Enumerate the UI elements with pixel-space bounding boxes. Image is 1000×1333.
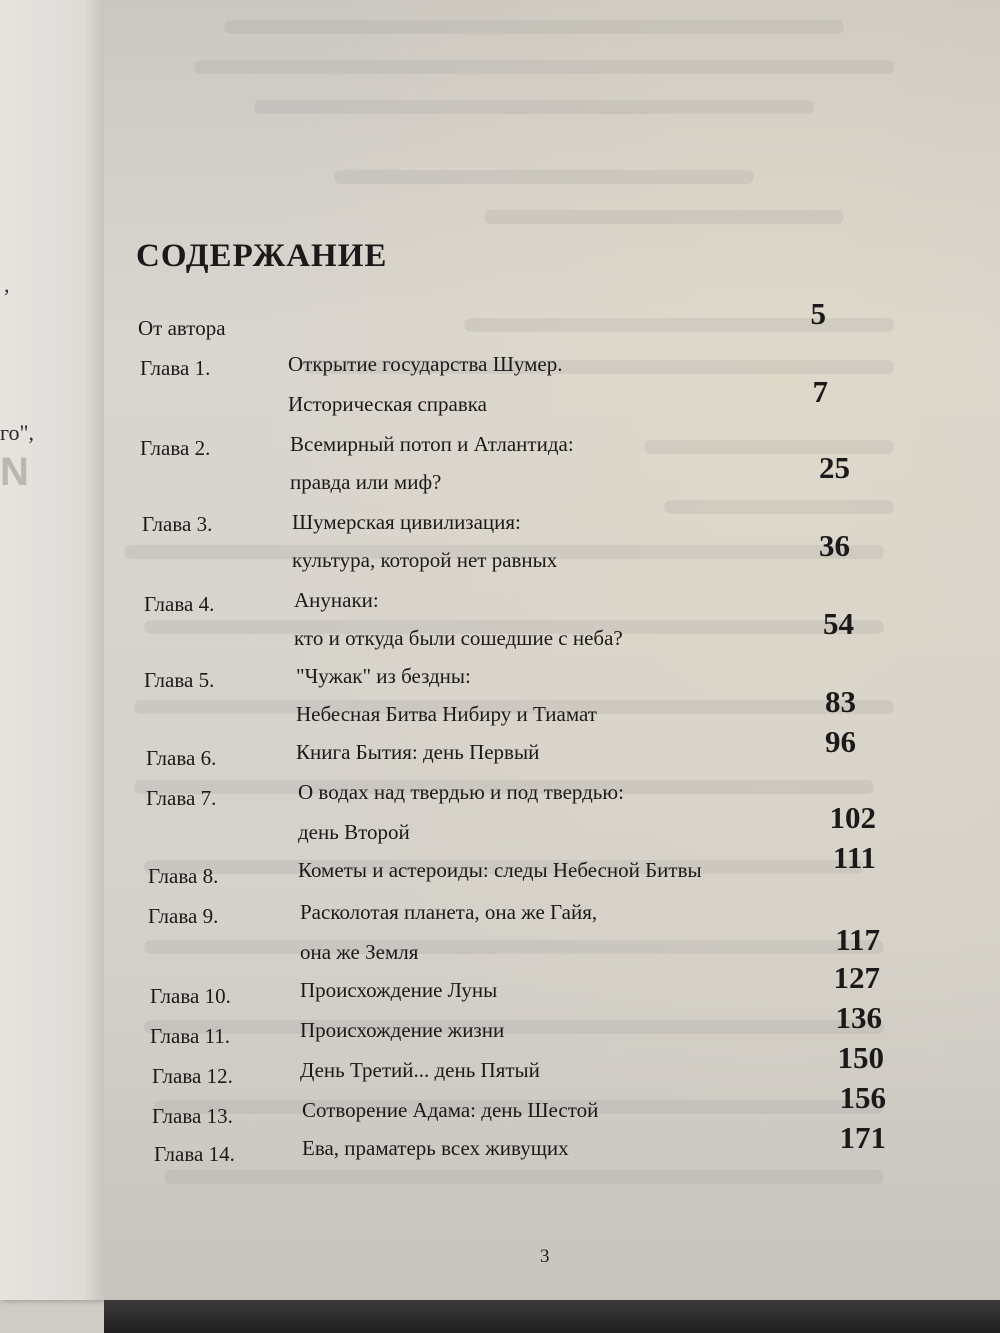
toc-page-number: 136 [835,1000,882,1035]
previous-page-fragment: N [0,450,29,494]
toc-entry-title: Всемирный потоп и Атлантида: [290,432,574,456]
toc-entry-title: О водах над твердью и под твердью: [298,780,624,804]
toc-entry-title: Сотворение Адама: день Шестой [302,1098,599,1122]
toc-entry-title: Анунаки: [294,588,379,612]
toc-page-number: 127 [833,960,880,995]
toc-entry-title: Происхождение Луны [300,978,498,1002]
toc-entry-label: Глава 11. [150,1024,231,1048]
toc-entry-label: Глава 3. [142,512,213,536]
toc-entry-title: Расколотая планета, она же Гайя, [300,900,598,924]
toc-entry-title: культура, которой нет равных [292,548,558,572]
previous-page-fragment: го", [0,420,34,445]
toc-entry-title: День Третий... день Пятый [300,1058,540,1082]
table-surface [104,1300,1000,1333]
toc-page-number: 150 [837,1040,884,1075]
toc-entry-title: Небесная Битва Нибиру и Тиамат [296,702,597,726]
contents-page [104,0,1000,1333]
previous-page-edge [0,0,104,1300]
toc-page-number: 7 [812,374,828,409]
toc-page-number: 96 [825,724,856,759]
toc-page-number: 156 [839,1080,886,1115]
toc-entry-title: "Чужак" из бездны: [296,664,471,688]
toc-page-number: 36 [819,528,850,563]
toc-page-number: 171 [839,1120,886,1155]
toc-page-number: 102 [829,800,876,835]
toc-entry-label: Глава 6. [146,746,217,770]
toc-page-number: 54 [823,606,854,641]
toc-entry-title: она же Земля [300,940,419,964]
toc-page-number: 111 [832,840,876,875]
toc-entry-label: Глава 1. [140,356,211,380]
toc-entry-title: Кометы и астероиды: следы Небесной Битвы [298,858,702,882]
toc-entry-label: Глава 4. [144,592,215,616]
toc-entry-title: правда или миф? [290,470,442,494]
toc-page-number: 117 [835,922,880,957]
toc-entry-title: Открытие государства Шумер. [288,352,563,376]
toc-entry-label: Глава 10. [150,984,231,1008]
toc-entry-title: Происхождение жизни [300,1018,505,1042]
toc-entry-label: Глава 12. [152,1064,233,1088]
page-title: СОДЕРЖАНИЕ [136,238,388,274]
toc-entry-title: кто и откуда были сошедшие с неба? [294,626,623,650]
toc-entry-label: От автора [138,316,226,340]
toc-page-number: 25 [819,450,850,485]
toc-entry-label: Глава 7. [146,786,217,810]
toc-entry-title: Книга Бытия: день Первый [296,740,540,764]
toc-page-number: 83 [825,684,856,719]
toc-entry-label: Глава 5. [144,668,215,692]
page-number: 3 [540,1246,550,1267]
toc-entry-title: Ева, праматерь всех живущих [302,1136,569,1160]
previous-page-fragment: , [4,272,10,297]
toc-entry-label: Глава 13. [152,1104,233,1128]
toc-entry-label: Глава 14. [154,1142,235,1166]
toc-entry-label: Глава 9. [148,904,219,928]
toc-entry-title: Историческая справка [288,392,487,416]
toc-entry-label: Глава 8. [148,864,219,888]
toc-page-number: 5 [810,296,826,331]
toc-entry-title: Шумерская цивилизация: [292,510,521,534]
toc-entry-title: день Второй [298,820,410,844]
toc-entry-label: Глава 2. [140,436,211,460]
